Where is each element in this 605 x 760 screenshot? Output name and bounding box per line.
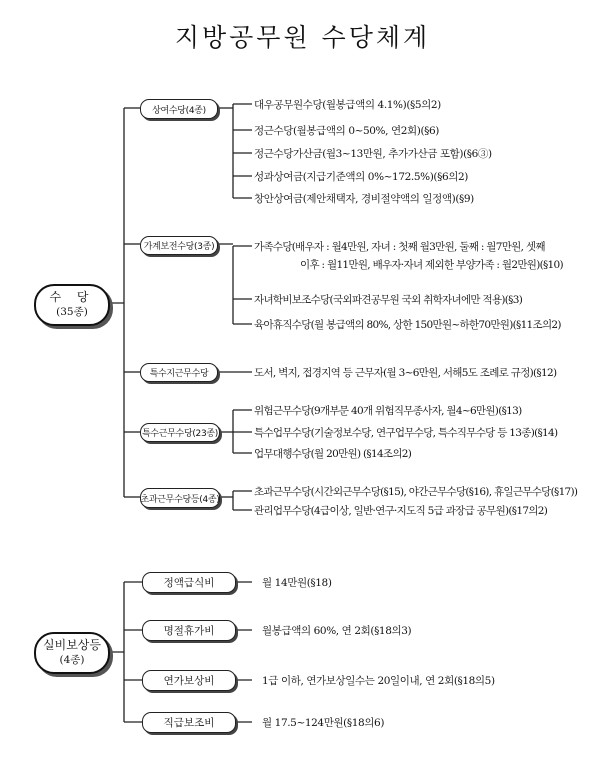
item-bonus-5: 창안상여금(제안채택자, 경비절약액의 일정액)(§9) <box>254 193 474 205</box>
value-rank-support: 월 17.5~124만원(§18의6) <box>262 717 385 729</box>
category-family: 가계보전수당(3종) <box>140 236 218 255</box>
item-special-3: 업무대행수당(월 20만원) (§14조의2) <box>254 448 412 460</box>
category-rank-support: 직급보조비 <box>142 712 236 733</box>
root-allowances-count: (35종) <box>56 306 88 318</box>
category-holiday: 명절휴가비 <box>142 620 236 641</box>
value-holiday: 월봉급액의 60%, 연 2회(§18의3) <box>262 625 412 637</box>
page-title: 지방공무원 수당체계 <box>174 23 431 52</box>
item-family-allowance-line1: 가족수당(배우자 : 월4만원, 자녀 : 첫째 월3만원, 둘째 : 월7만원, 셋째 <box>254 241 545 253</box>
item-overtime-1: 초과근무수당(시간외근무수당(§15), 야간근무수당(§16), 휴일근무수당(§17)) <box>254 486 578 498</box>
value-leave-comp: 1급 이하, 연가보상일수는 20일이내, 연 2회(§18의5) <box>262 675 495 687</box>
item-special-1: 위험근무수당(9개부문 40개 위험직무종사자, 월4~6만원)(§13) <box>254 405 522 417</box>
item-overtime-2: 관리업무수당(4급이상, 일반·연구·지도직 5급 과장급 공무원)(§17의2) <box>254 505 548 517</box>
category-bonus: 상여수당(4종) <box>140 99 218 119</box>
category-special: 특수근무수당(23종) <box>140 423 220 442</box>
category-remote: 특수지근무수당 <box>140 363 218 382</box>
root-reimbursements-count: (4종) <box>59 654 85 666</box>
item-remote: 도서, 벽지, 접경지역 등 근무자(월 3~6만원, 서해5도 조례로 규정)(§12) <box>254 367 557 379</box>
value-meal: 월 14만원(§18) <box>262 577 332 589</box>
root-reimbursements <box>34 632 110 674</box>
root-allowances-label: 수 당 <box>49 290 95 304</box>
category-leave-comp: 연가보상비 <box>142 670 236 691</box>
item-family-3: 육아휴직수당(월 봉급액의 80%, 상한 150만원~하한70만원)(§11조의2) <box>254 319 561 331</box>
item-bonus-1: 대우공무원수당(월봉급액의 4.1%)(§5의2) <box>254 99 441 111</box>
item-family-allowance-line2: 이후 : 월11만원, 배우자·자녀 제외한 부양가족 : 월2만원)(§10) <box>300 259 563 271</box>
item-bonus-2: 정근수당(월봉급액의 0~50%, 연2회)(§6) <box>254 125 439 137</box>
item-bonus-3: 정근수당가산금(월3~13만원, 추가가산금 포함)(§6③) <box>254 148 492 160</box>
category-overtime: 초과근무수당등(4종) <box>140 488 220 508</box>
root-allowances <box>34 284 110 326</box>
item-bonus-4: 성과상여금(지급기준액의 0%~172.5%)(§6의2) <box>254 171 468 183</box>
item-special-2: 특수업무수당(기술정보수당, 연구업무수당, 특수직무수당 등 13종)(§14) <box>254 427 558 439</box>
root-reimbursements-label: 실비보상등 <box>43 638 101 652</box>
item-family-2: 자녀학비보조수당(국외파견공무원 국외 취학자녀에만 적용)(§3) <box>254 294 523 306</box>
category-meal: 정액급식비 <box>142 572 236 593</box>
